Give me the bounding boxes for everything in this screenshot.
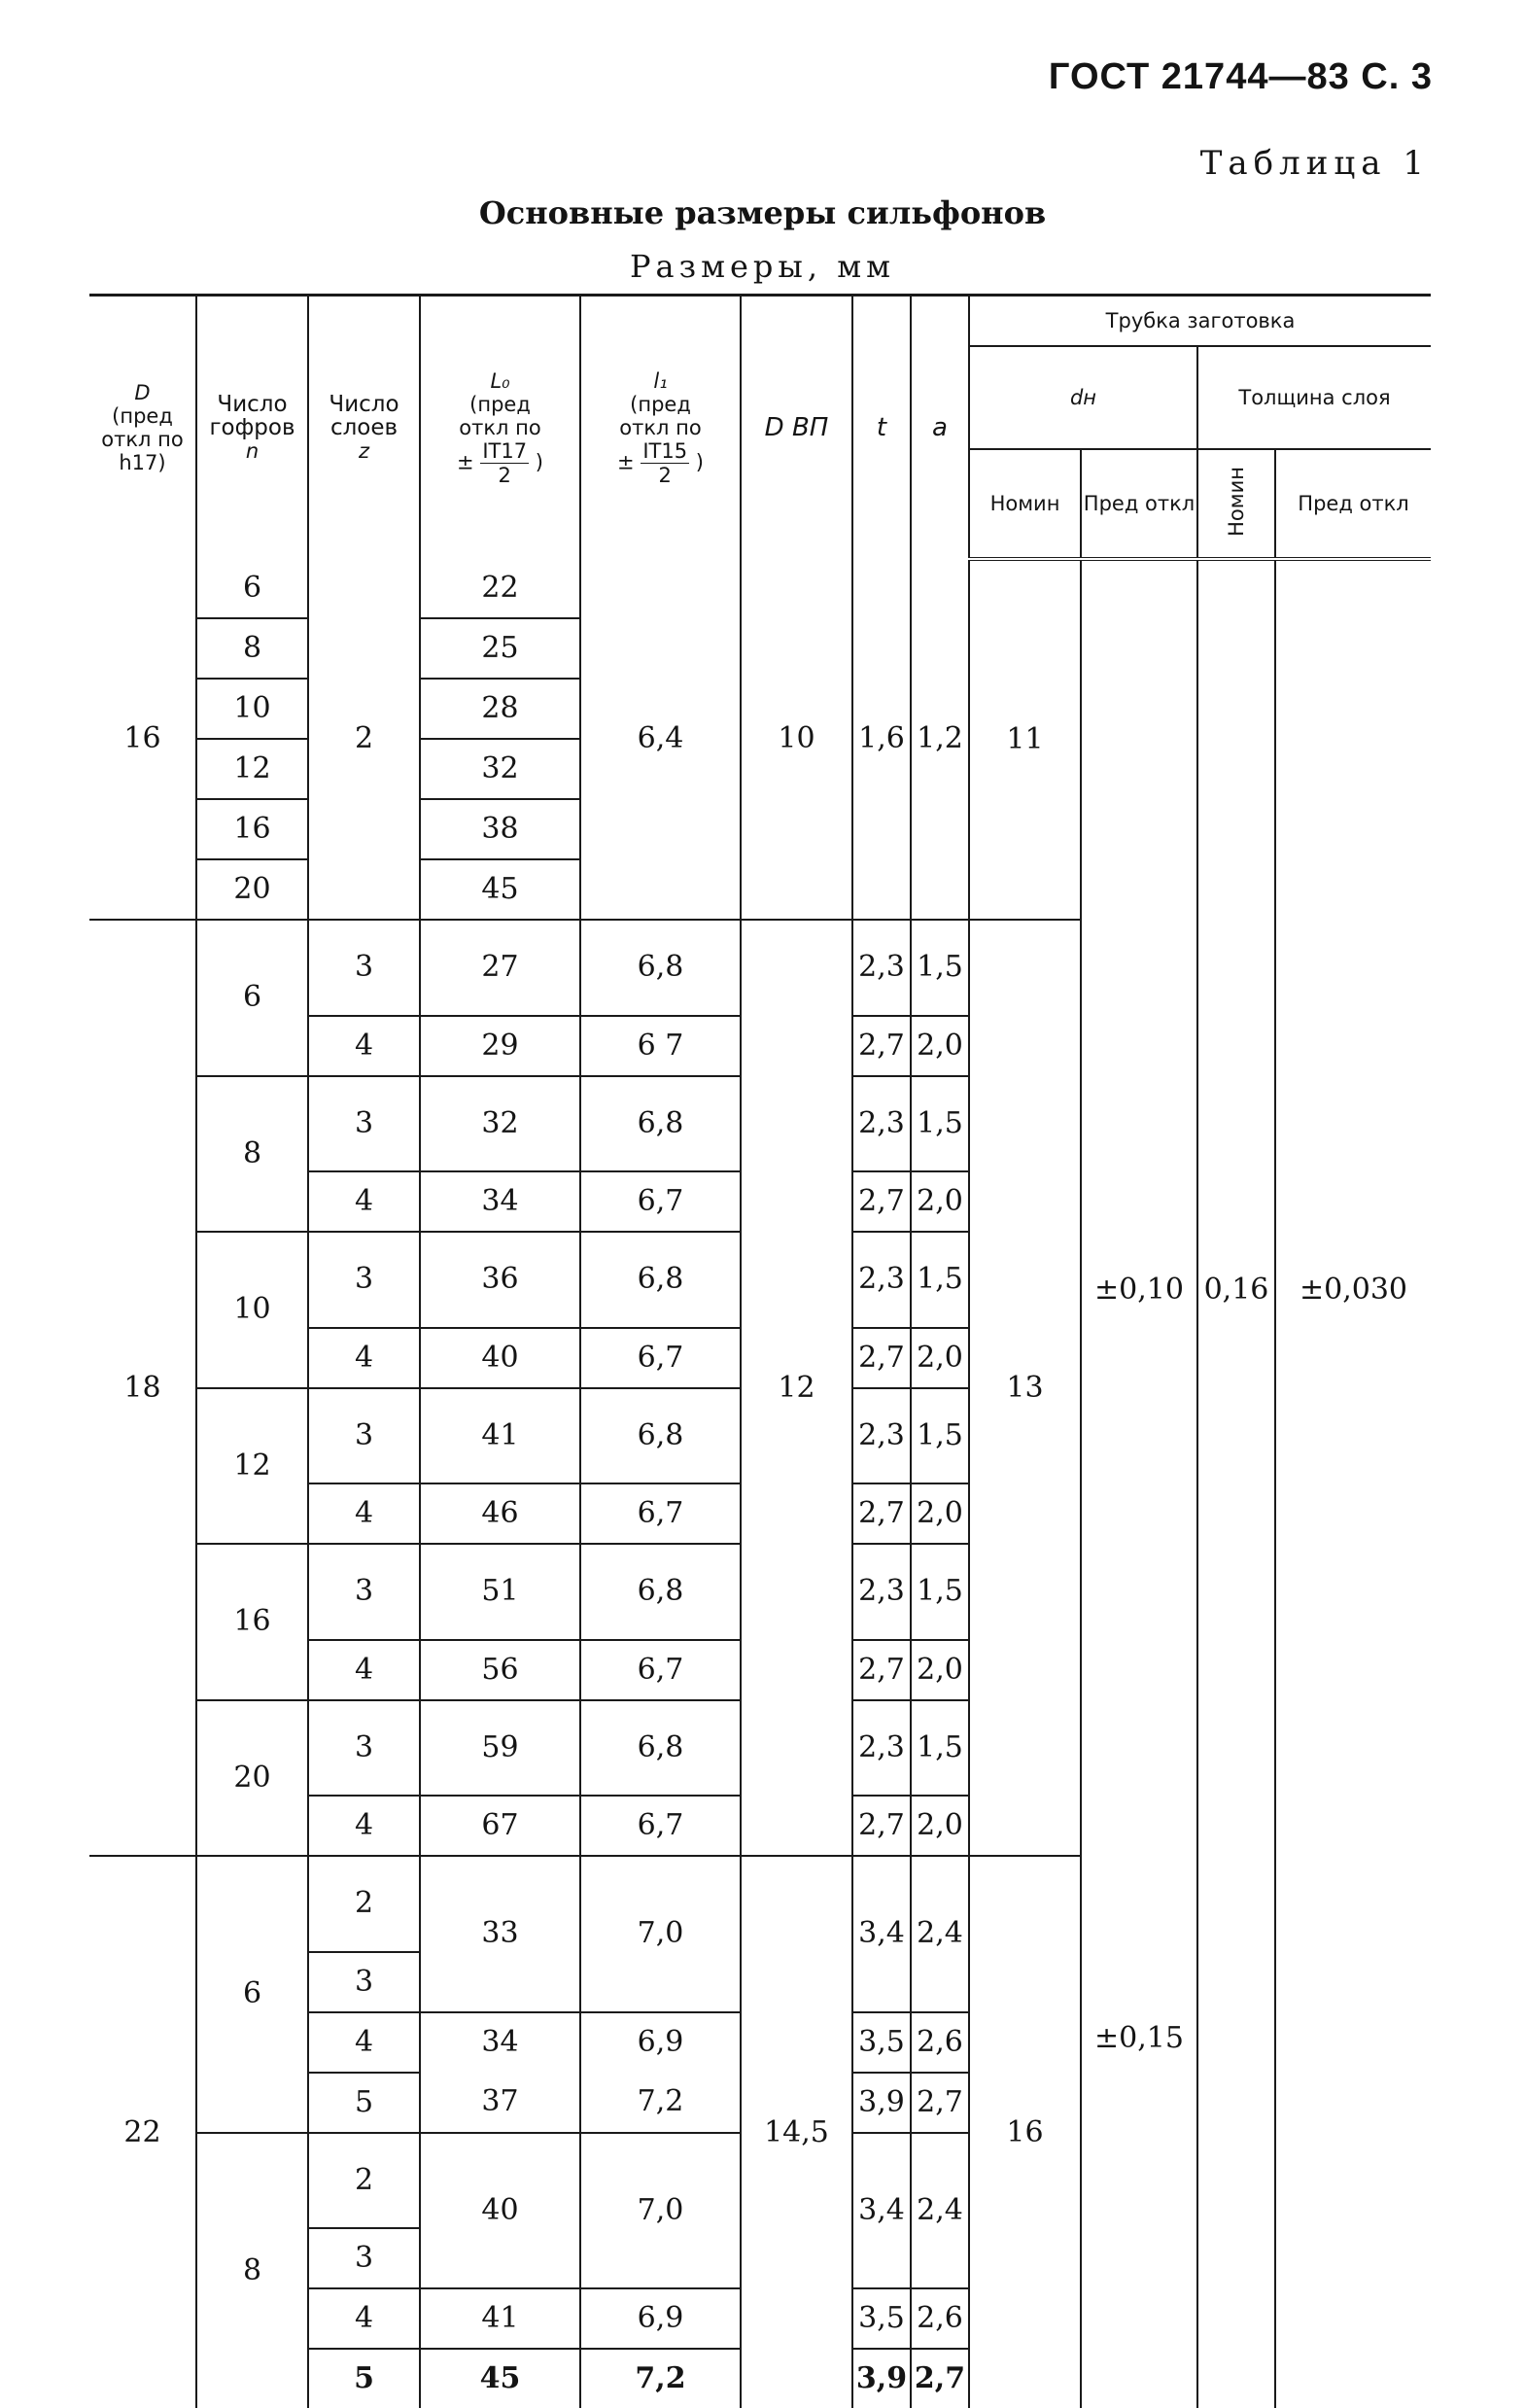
cell-a: 2,0 — [911, 1483, 969, 1544]
cell-L0: 36 — [420, 1232, 580, 1328]
cell-a: 2,7 — [911, 2073, 969, 2133]
cell-L0: 41 — [420, 1388, 580, 1484]
cell-a: 1,5 — [911, 1232, 969, 1328]
cell-a: 1,5 — [911, 1700, 969, 1797]
cell-L0: 34 — [420, 2012, 580, 2073]
cell-l1: 6,8 — [580, 1700, 741, 1797]
cell-L0: 56 — [420, 1640, 580, 1700]
cell-a: 2,0 — [911, 1171, 969, 1232]
cell-dn: 13 — [969, 920, 1081, 1856]
header-t — [852, 296, 911, 560]
cell-dn: 11 — [969, 559, 1081, 920]
cell-n: 16 — [196, 799, 308, 859]
cell-l1: 7,0 — [580, 1856, 741, 2012]
table-row — [89, 559, 1431, 618]
cell-D: 18 — [89, 920, 196, 1856]
table-caption: Таблица 1 — [1200, 144, 1430, 183]
cell-t: 2,3 — [852, 1232, 911, 1328]
cell-l1: 6,8 — [580, 1232, 741, 1328]
thick-nomin-label: Номин — [1225, 467, 1248, 537]
dn-tol-22: ±0,15 — [1082, 1669, 1196, 2408]
z-label: Число слоев — [316, 393, 413, 439]
D-symbol: D — [134, 381, 150, 404]
cell-a: 1,2 — [911, 559, 969, 920]
document-header — [1049, 56, 1433, 98]
cell-L0: 28 — [420, 679, 580, 739]
cell-n: 16 — [196, 1544, 308, 1700]
cell-t: 3,9 — [852, 2073, 911, 2133]
header-thick-nomin — [1197, 449, 1275, 559]
l1-note: (пред откл по — [617, 393, 705, 439]
cell-l1: 6,7 — [580, 1796, 741, 1856]
cell-n: 10 — [196, 679, 308, 739]
cell-z: 5 — [308, 2349, 420, 2408]
cell-n: 20 — [196, 1700, 308, 1857]
L0-pm: ± — [457, 450, 474, 473]
cell-z: 4 — [308, 2288, 420, 2349]
cell-z: 3 — [308, 1232, 420, 1328]
cell-a: 2,0 — [911, 1328, 969, 1388]
cell-l1: 6,9 — [580, 2012, 741, 2073]
table-title: Основные размеры сильфонов — [0, 194, 1525, 231]
header-n — [196, 296, 308, 560]
cell-z: 3 — [308, 1388, 420, 1484]
cell-a: 2,7 — [911, 2349, 969, 2408]
cell-thick-tol — [1275, 559, 1431, 2408]
page-number: С. 3 — [1361, 56, 1433, 97]
cell-n: 8 — [196, 618, 308, 679]
cell-l1: 7,2 — [580, 2349, 741, 2408]
l1-pm: ± — [617, 450, 635, 473]
l1-symbol: l₁ — [653, 369, 667, 393]
header-dn-pred: Пред откл — [1081, 449, 1197, 559]
t-symbol: t — [877, 413, 886, 442]
cell-z: 2 — [308, 559, 420, 920]
cell-l1: 6,9 — [580, 2288, 741, 2349]
cell-z: 2 — [308, 1856, 420, 1952]
header-D — [89, 296, 196, 560]
L0-frac-num: IT17 — [480, 439, 529, 464]
n-symbol: n — [246, 439, 259, 463]
cell-a: 2,6 — [911, 2012, 969, 2073]
cell-t: 3,5 — [852, 2288, 911, 2349]
L0-symbol: L₀ — [490, 369, 509, 393]
cell-t: 3,9 — [852, 2349, 911, 2408]
cell-n: 20 — [196, 859, 308, 920]
cell-n: 8 — [196, 2133, 308, 2408]
D-tolerance-note: (пред откл по h17) — [94, 404, 191, 474]
cell-t: 2,3 — [852, 1076, 911, 1172]
cell-dn-tol — [1081, 559, 1197, 2408]
cell-z: 4 — [308, 2012, 420, 2073]
cell-a: 1,5 — [911, 1076, 969, 1172]
cell-a: 1,5 — [911, 1544, 969, 1640]
header-thickness: Толщина слоя — [1197, 346, 1431, 449]
cell-L0: 51 — [420, 1544, 580, 1640]
cell-L0: 59 — [420, 1700, 580, 1797]
cell-L0: 45 — [420, 859, 580, 920]
cell-l1: 7,0 — [580, 2133, 741, 2289]
header-a — [911, 296, 969, 560]
cell-z: 3 — [308, 920, 420, 1016]
header-tube: Трубка заготовка — [969, 296, 1431, 347]
cell-a: 2,0 — [911, 1016, 969, 1076]
header-l1 — [580, 296, 741, 560]
cell-l1: 6,7 — [580, 1483, 741, 1544]
cell-z: 3 — [308, 1952, 420, 2012]
cell-l1: 6,8 — [580, 1388, 741, 1484]
cell-L0: 34 — [420, 1171, 580, 1232]
cell-L0: 41 — [420, 2288, 580, 2349]
cell-L0: 38 — [420, 799, 580, 859]
bellows-dimensions-table — [89, 294, 1431, 2408]
cell-t: 2,7 — [852, 1483, 911, 1544]
cell-L0: 67 — [420, 1796, 580, 1856]
L0-frac-den: 2 — [480, 464, 529, 487]
header-row — [89, 296, 1431, 347]
cell-z: 4 — [308, 1483, 420, 1544]
cell-t: 2,3 — [852, 920, 911, 1016]
l1-frac-den: 2 — [641, 464, 689, 487]
cell-z: 3 — [308, 1700, 420, 1797]
cell-L0: 27 — [420, 920, 580, 1016]
cell-z: 4 — [308, 1796, 420, 1856]
thick-nom: 0,16 — [1198, 911, 1274, 1669]
cell-l1: 6,8 — [580, 1544, 741, 1640]
l1-fraction — [641, 439, 689, 487]
cell-D: 16 — [89, 559, 196, 920]
cell-a: 1,5 — [911, 1388, 969, 1484]
l1-close: ) — [696, 450, 704, 473]
cell-a: 2,4 — [911, 1856, 969, 2012]
cell-a: 2,0 — [911, 1796, 969, 1856]
cell-t: 2,7 — [852, 1171, 911, 1232]
cell-a: 1,5 — [911, 920, 969, 1016]
cell-t: 2,3 — [852, 1544, 911, 1640]
cell-n: 6 — [196, 1856, 308, 2133]
cell-Dvp: 12 — [741, 920, 852, 1856]
cell-t: 2,7 — [852, 1640, 911, 1700]
cell-t: 3,5 — [852, 2012, 911, 2073]
cell-D: 22 — [89, 1856, 196, 2408]
a-symbol: a — [932, 413, 948, 442]
cell-L0: 37 — [420, 2073, 580, 2133]
cell-z: 2 — [308, 2133, 420, 2229]
cell-a: 2,6 — [911, 2288, 969, 2349]
cell-L0: 46 — [420, 1483, 580, 1544]
cell-thick-nom — [1197, 559, 1275, 2408]
z-symbol: z — [359, 439, 369, 463]
header-dn — [969, 346, 1197, 449]
cell-t: 2,3 — [852, 1700, 911, 1797]
cell-t: 2,3 — [852, 1388, 911, 1484]
cell-l1: 6,7 — [580, 1328, 741, 1388]
cell-t: 3,4 — [852, 1856, 911, 2012]
cell-z: 3 — [308, 2228, 420, 2288]
dn-tol-18: ±0,10 — [1082, 911, 1196, 1669]
cell-L0: 32 — [420, 1076, 580, 1172]
cell-l1: 6,4 — [580, 559, 741, 920]
cell-L0: 40 — [420, 1328, 580, 1388]
header-dn-nomin: Номин — [969, 449, 1081, 559]
thick-tol: ±0,030 — [1276, 911, 1431, 1669]
cell-t: 2,7 — [852, 1016, 911, 1076]
cell-z: 4 — [308, 1328, 420, 1388]
cell-z: 5 — [308, 2073, 420, 2133]
cell-t: 3,4 — [852, 2133, 911, 2289]
cell-L0: 22 — [420, 559, 580, 618]
cell-n: 10 — [196, 1232, 308, 1388]
cell-t: 2,7 — [852, 1796, 911, 1856]
cell-L0: 25 — [420, 618, 580, 679]
cell-l1: 6,7 — [580, 1171, 741, 1232]
Dvp-symbol: D ВП — [765, 413, 829, 442]
cell-z: 3 — [308, 1544, 420, 1640]
cell-n: 8 — [196, 1076, 308, 1233]
header-Dvp — [741, 296, 852, 560]
cell-a: 2,4 — [911, 2133, 969, 2289]
header-L0 — [420, 296, 580, 560]
cell-z: 3 — [308, 1076, 420, 1172]
cell-L0: 29 — [420, 1016, 580, 1076]
cell-Dvp: 10 — [741, 559, 852, 920]
cell-n: 12 — [196, 1388, 308, 1545]
cell-Dvp: 14,5 — [741, 1856, 852, 2408]
dn-symbol: dн — [1070, 386, 1096, 409]
cell-dn: 16 — [969, 1856, 1081, 2408]
header-z — [308, 296, 420, 560]
cell-l1: 6,7 — [580, 1640, 741, 1700]
header-thick-pred: Пред откл — [1275, 449, 1431, 559]
cell-l1: 6,8 — [580, 920, 741, 1016]
cell-z: 4 — [308, 1640, 420, 1700]
cell-L0: 32 — [420, 739, 580, 799]
cell-L0: 33 — [420, 1856, 580, 2012]
cell-L0: 45 — [420, 2349, 580, 2408]
doc-id: ГОСТ 21744—83 — [1049, 56, 1350, 97]
cell-t: 1,6 — [852, 559, 911, 920]
cell-z: 4 — [308, 1171, 420, 1232]
cell-n: 12 — [196, 739, 308, 799]
cell-l1: 6,8 — [580, 1076, 741, 1172]
cell-n: 6 — [196, 559, 308, 618]
L0-note: (пред откл по — [457, 393, 544, 439]
cell-n: 6 — [196, 920, 308, 1076]
cell-t: 2,7 — [852, 1328, 911, 1388]
cell-L0: 40 — [420, 2133, 580, 2289]
cell-a: 2,0 — [911, 1640, 969, 1700]
L0-close: ) — [536, 450, 543, 473]
n-label: Число гофров — [204, 393, 301, 439]
units-note: Размеры, мм — [0, 248, 1525, 285]
cell-l1: 6 7 — [580, 1016, 741, 1076]
cell-l1: 7,2 — [580, 2073, 741, 2133]
cell-z: 4 — [308, 1016, 420, 1076]
L0-fraction — [480, 439, 529, 487]
l1-frac-num: IT15 — [641, 439, 689, 464]
